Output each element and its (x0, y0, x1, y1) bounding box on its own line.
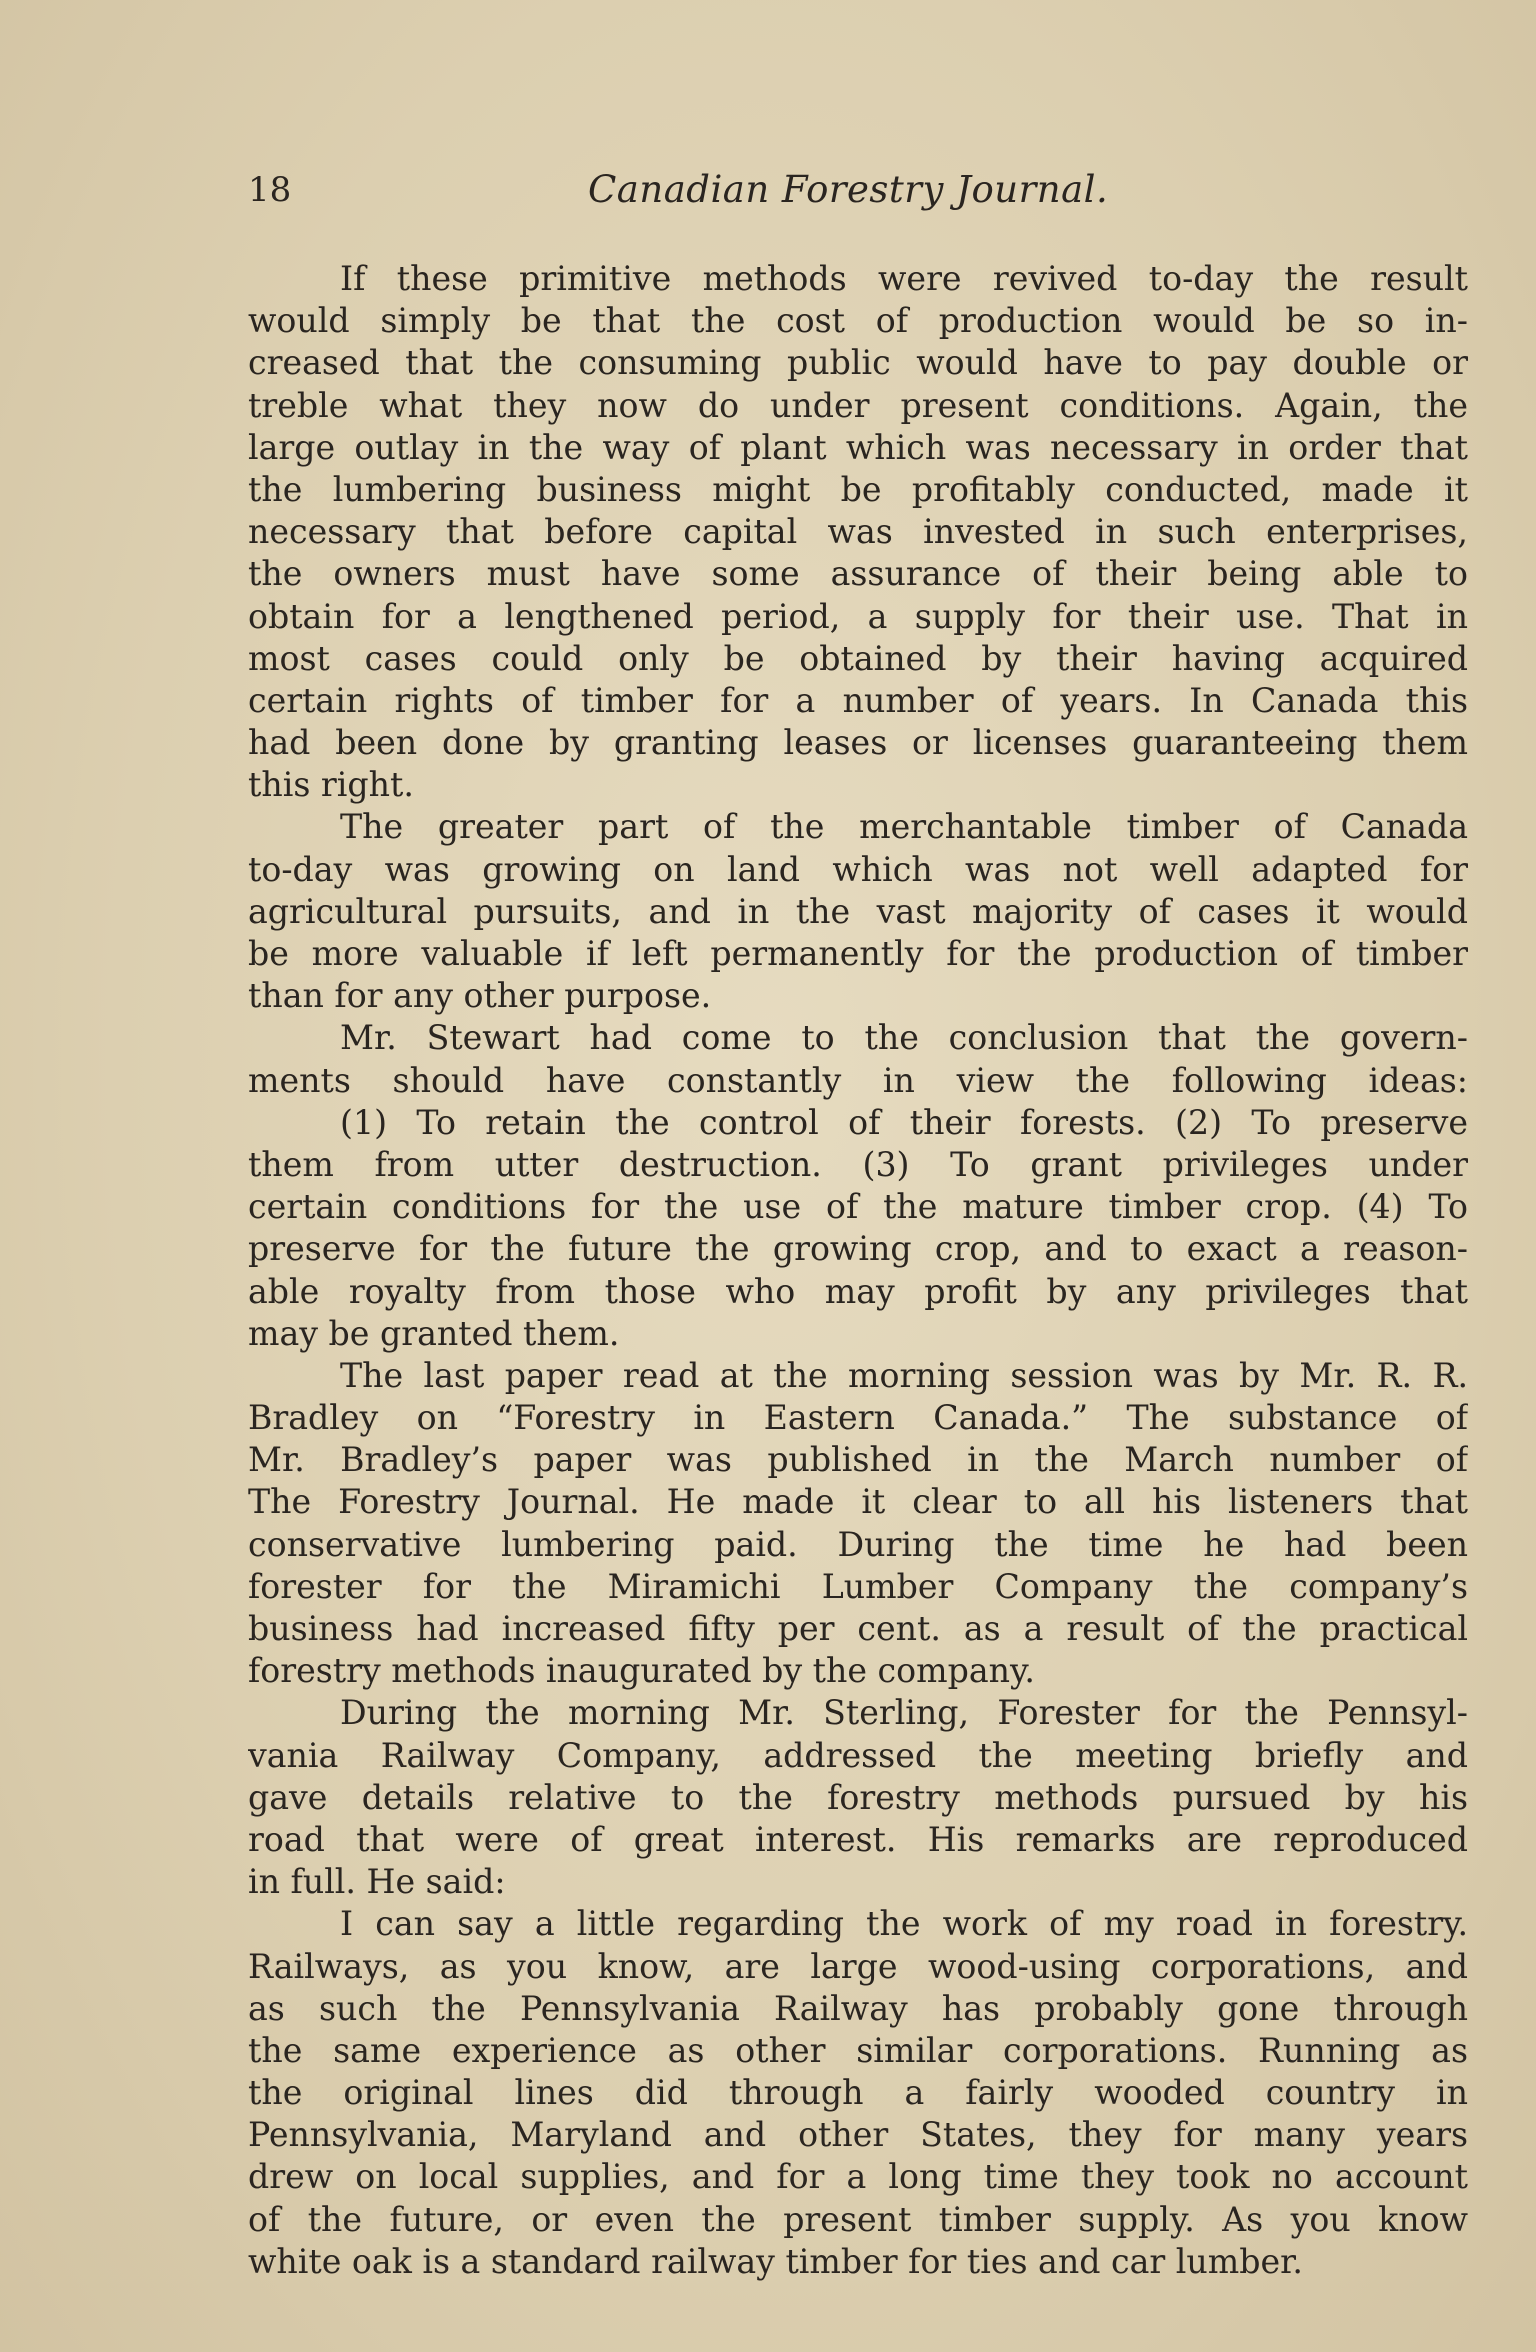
text-line: forestry methods inaugurated by the company. (248, 1651, 1035, 1691)
text-line: Mr. Bradley’s paper was published in the March number of (248, 1440, 1468, 1480)
text-line: gave details relative to the forestry methods pursued by his (248, 1777, 1468, 1817)
body-text (248, 258, 1468, 2283)
text-line: ments should have constantly in view the following ideas: (248, 1060, 1468, 1100)
text-line: be more valuable if left permanently for the production of timber (248, 934, 1468, 973)
text-line: The greater part of the merchantable timber of Canada (340, 807, 1468, 847)
text-line: Railways, as you know, are large wood-using corporations, and (248, 1946, 1468, 1986)
text-line: able royalty from those who may profit by any privileges that (248, 1271, 1468, 1311)
text-line: large outlay in the way of plant which was necessary in order that (248, 427, 1468, 467)
text-line: preserve for the future the growing crop, and to exact a reason- (248, 1229, 1468, 1269)
text-line: road that were of great interest. His remarks are reproduced (248, 1819, 1468, 1859)
text-line: agricultural pursuits, and in the vast majority of cases it would (248, 891, 1468, 931)
text-line: the lumbering business might be profitably conducted, made it (248, 469, 1468, 509)
text-line: conservative lumbering paid. During the time he had been (248, 1524, 1468, 1564)
text-line: to-day was growing on land which was not well adapted for (248, 849, 1468, 889)
text-line: certain conditions for the use of the mature timber crop. (4) To (248, 1187, 1468, 1227)
page-number: 18 (248, 170, 292, 210)
text-line: Pennsylvania, Maryland and other States, they for many years (248, 2115, 1468, 2155)
text-line: I can say a little regarding the work of my road in forestry. (340, 1904, 1468, 1944)
text-line: obtain for a lengthened period, a supply for their use. That in (248, 596, 1468, 636)
text-line: If these primitive methods were revived to-day the result (340, 259, 1468, 298)
text-line: drew on local supplies, and for a long time they took no account (248, 2157, 1468, 2197)
text-line: in full. He said: (248, 1862, 506, 1902)
text-line: vania Railway Company, addressed the meeting briefly and (248, 1735, 1468, 1775)
running-head (248, 168, 1468, 212)
text-line: business had increased fifty per cent. as a result of the practical (248, 1609, 1468, 1648)
text-line: (1) To retain the control of their forests. (2) To preserve (340, 1102, 1468, 1142)
text-line: the original lines did through a fairly wooded country in (248, 2073, 1468, 2113)
text-line: The Forestry Journal. He made it clear to all his listeners that (248, 1482, 1468, 1522)
text-line: them from utter destruction. (3) To grant privileges under (248, 1144, 1468, 1184)
text-line: necessary that before capital was invested in such enterprises, (248, 512, 1468, 552)
text-line: may be granted them. (248, 1313, 620, 1353)
text-line: Bradley on “Forestry in Eastern Canada.” The substance of (248, 1398, 1468, 1438)
text-line: the same experience as other similar corporations. Running as (248, 2030, 1468, 2070)
text-line: forester for the Miramichi Lumber Company the company’s (248, 1566, 1468, 1606)
text-line: as such the Pennsylvania Railway has probably gone through (248, 1988, 1468, 2028)
text-line: than for any other purpose. (248, 976, 712, 1016)
text-line: The last paper read at the morning session was by Mr. R. R. (340, 1355, 1468, 1395)
text-line: treble what they now do under present conditions. Again, the (248, 385, 1468, 425)
text-line: During the morning Mr. Sterling, Forester for the Pennsyl- (340, 1693, 1468, 1733)
text-line: this right. (248, 765, 414, 805)
text-line: creased that the consuming public would have to pay double or (248, 343, 1468, 383)
text-line: most cases could only be obtained by their having acquired (248, 638, 1468, 678)
text-line: would simply be that the cost of production would be so in- (248, 301, 1468, 341)
journal-title: Canadian Forestry Journal. (588, 168, 1109, 211)
text-line: of the future, or even the present timber supply. As you know (248, 2199, 1468, 2239)
text-line: Mr. Stewart had come to the conclusion that the govern- (340, 1018, 1468, 1058)
text-line: had been done by granting leases or licenses guaranteeing them (248, 723, 1468, 763)
text-line: certain rights of timber for a number of years. In Canada this (248, 680, 1468, 720)
text-line: the owners must have some assurance of their being able to (248, 554, 1468, 594)
text-line: white oak is a standard railway timber for ties and car lumber. (248, 2241, 1303, 2281)
